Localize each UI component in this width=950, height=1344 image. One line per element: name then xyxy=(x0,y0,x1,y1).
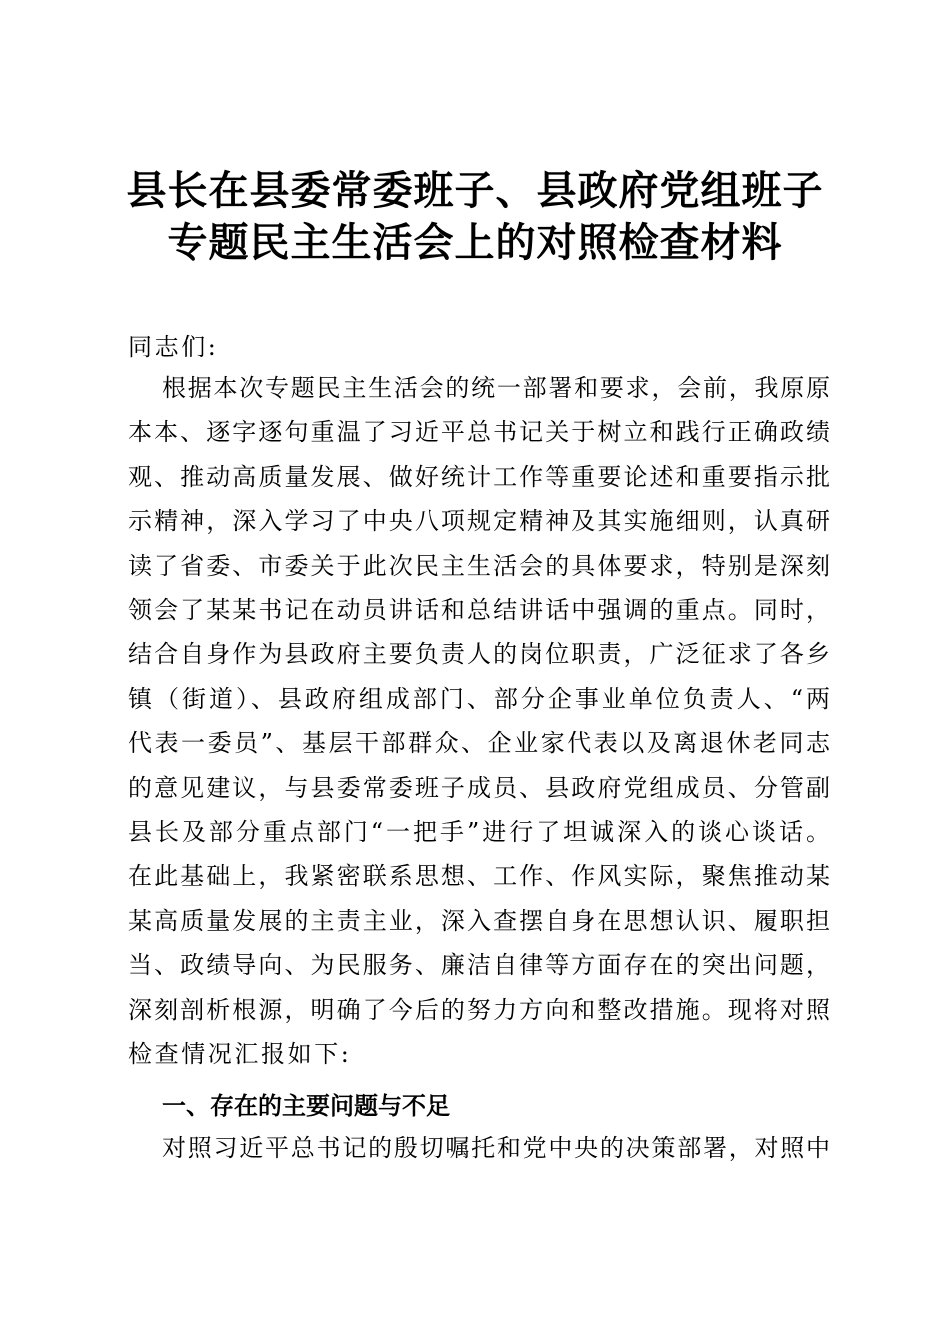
document-title-line-1: 县长在县委常委班子、县政府党组班子 xyxy=(126,167,824,214)
paragraph-line: 结合自身作为县政府主要负责人的岗位职责，广泛征求了各乡 xyxy=(128,640,830,669)
paragraph-line: 检查情况汇报如下: xyxy=(128,1040,352,1068)
paragraph-line: 县长及部分重点部门“一把手”进行了坦诚深入的谈心谈话。 xyxy=(128,818,830,846)
paragraph-line: 读了省委、市委关于此次民主生活会的具体要求，特别是深刻 xyxy=(128,551,830,580)
paragraph-line: 深刻剖析根源，明确了今后的努力方向和整改措施。现将对照 xyxy=(128,995,830,1024)
paragraph-line: 示精神，深入学习了中央八项规定精神及其实施细则，认真研 xyxy=(128,507,830,536)
section-heading: 一、存在的主要问题与不足 xyxy=(162,1092,450,1120)
paragraph-line: 本本、逐字逐句重温了习近平总书记关于树立和践行正确政绩 xyxy=(128,418,830,447)
paragraph-line: 对照习近平总书记的殷切嘱托和党中央的决策部署，对照中 xyxy=(162,1134,830,1162)
paragraph-line: 镇（街道）、县政府组成部门、部分企事业单位负责人、“两 xyxy=(128,684,830,713)
paragraph-line: 根据本次专题民主生活会的统一部署和要求，会前，我原原 xyxy=(162,374,830,402)
paragraph-line: 某高质量发展的主责主业，深入查摆自身在思想认识、履职担 xyxy=(128,906,830,935)
paragraph-line: 当、政绩导向、为民服务、廉洁自律等方面存在的突出问题， xyxy=(128,951,830,980)
paragraph-line: 代表一委员”、基层干部群众、企业家代表以及离退休老同志 xyxy=(128,729,830,758)
paragraph-line: 的意见建议，与县委常委班子成员、县政府党组成员、分管副 xyxy=(128,773,830,802)
document-title-line-2: 专题民主生活会上的对照检查材料 xyxy=(167,219,783,266)
salutation: 同志们: xyxy=(128,333,219,361)
paragraph-line: 领会了某某书记在动员讲话和总结讲话中强调的重点。同时， xyxy=(128,596,830,624)
paragraph-line: 在此基础上，我紧密联系思想、工作、作风实际，聚焦推动某 xyxy=(128,862,830,891)
paragraph-line: 观、推动高质量发展、做好统计工作等重要论述和重要指示批 xyxy=(128,462,830,491)
